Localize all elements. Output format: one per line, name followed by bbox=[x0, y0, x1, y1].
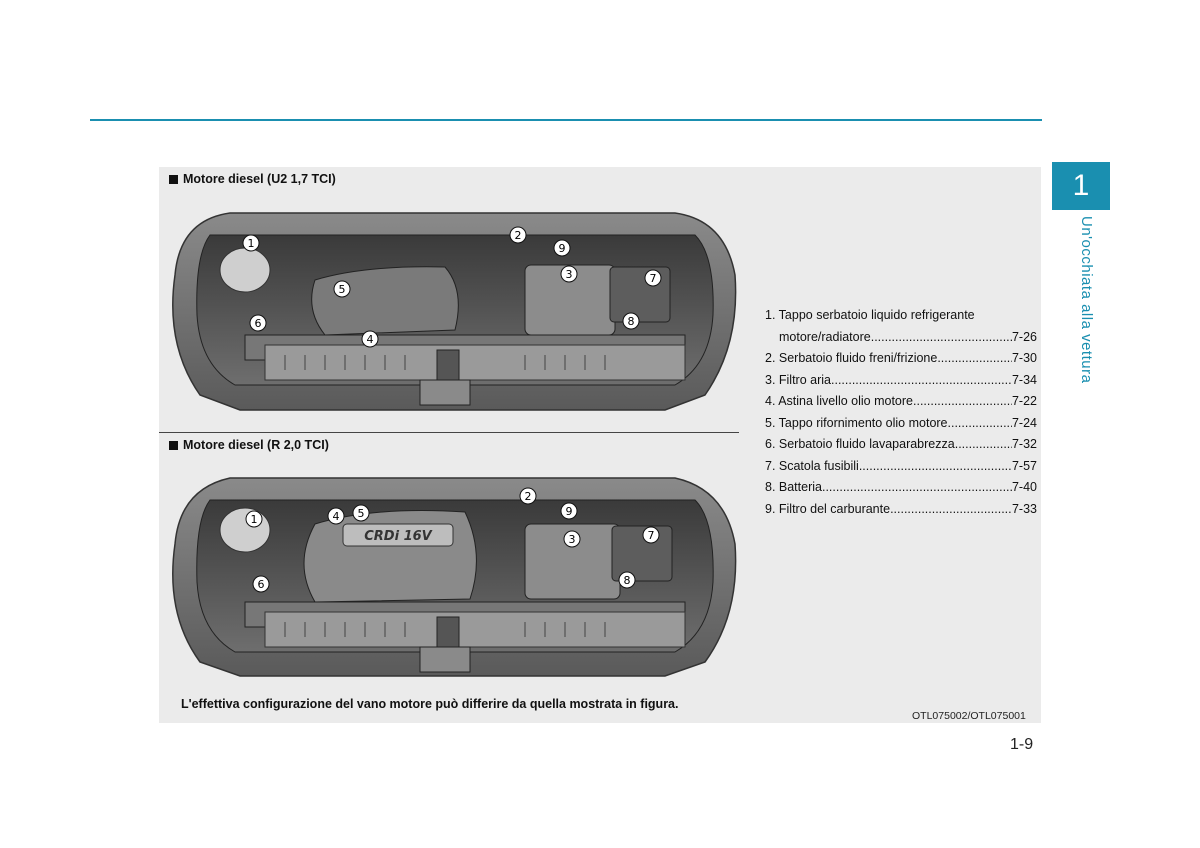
marker-r-6 bbox=[253, 576, 269, 592]
marker-r-2 bbox=[520, 488, 536, 504]
legend-item: 3. Filtro aria ..... 7-34 bbox=[765, 370, 1037, 392]
legend-item: 2. Serbatoio fluido freni/frizione ..... 7-30 bbox=[765, 348, 1037, 370]
caption-u2-text: Motore diesel (U2 1,7 TCI) bbox=[183, 172, 336, 186]
marker-u2-6 bbox=[250, 315, 266, 331]
marker-u2-8 bbox=[623, 313, 639, 329]
legend-item: 5. Tappo rifornimento olio motore ..... 7-24 bbox=[765, 413, 1037, 435]
marker-r-7 bbox=[643, 527, 659, 543]
svg-text:7: 7 bbox=[649, 272, 657, 285]
svg-text:7: 7 bbox=[647, 529, 655, 542]
legend-item: 9. Filtro del carburante ..... 7-33 bbox=[765, 499, 1037, 521]
component-legend bbox=[765, 305, 1037, 520]
legend-item-1-cont: motore/radiatore ..... 7-26 bbox=[765, 327, 1037, 349]
caption-r-engine bbox=[169, 438, 329, 452]
svg-text:3: 3 bbox=[565, 268, 573, 281]
svg-text:9: 9 bbox=[565, 505, 573, 518]
engine-badge: CRDi 16V bbox=[364, 529, 432, 544]
marker-u2-1 bbox=[243, 235, 259, 251]
svg-text:1: 1 bbox=[247, 237, 255, 250]
marker-u2-3 bbox=[561, 266, 577, 282]
legend-item: 4. Astina livello olio motore ..... 7-22 bbox=[765, 391, 1037, 413]
legend-item: 6. Serbatoio fluido lavaparabrezza ..... 7-32 bbox=[765, 434, 1037, 456]
caption-r-text: Motore diesel (R 2,0 TCI) bbox=[183, 438, 329, 452]
legend-item-1: 1. Tappo serbatoio liquido refrigerante bbox=[765, 308, 975, 322]
marker-r-1 bbox=[246, 511, 262, 527]
svg-text:8: 8 bbox=[623, 574, 631, 587]
page-number: 1-9 bbox=[1010, 736, 1034, 753]
marker-r-5 bbox=[353, 505, 369, 521]
marker-u2-7 bbox=[645, 270, 661, 286]
svg-text:4: 4 bbox=[366, 333, 374, 346]
engine-illustration-u2 bbox=[165, 195, 740, 425]
marker-r-3 bbox=[564, 531, 580, 547]
marker-u2-4 bbox=[362, 331, 378, 347]
marker-u2-5 bbox=[334, 281, 350, 297]
figure-code: OTL075002/OTL075001 bbox=[912, 710, 1026, 722]
svg-text:3: 3 bbox=[568, 533, 576, 546]
legend-item: 8. Batteria ..... 7-40 bbox=[765, 477, 1037, 499]
svg-text:2: 2 bbox=[514, 229, 522, 242]
svg-text:6: 6 bbox=[254, 317, 262, 330]
svg-text:5: 5 bbox=[338, 283, 346, 296]
marker-r-9 bbox=[561, 503, 577, 519]
legend-item: 7. Scatola fusibili ..... 7-57 bbox=[765, 456, 1037, 478]
top-rule bbox=[90, 119, 1042, 121]
figure-divider bbox=[159, 432, 739, 433]
marker-r-4 bbox=[328, 508, 344, 524]
marker-u2-2 bbox=[510, 227, 526, 243]
svg-text:8: 8 bbox=[627, 315, 635, 328]
chapter-title: Un'occhiata alla vettura bbox=[1078, 216, 1095, 384]
marker-r-8 bbox=[619, 572, 635, 588]
marker-u2-9 bbox=[554, 240, 570, 256]
caption-u2-engine bbox=[169, 172, 336, 186]
engine-illustration-r bbox=[165, 464, 740, 692]
bullet-square-icon bbox=[169, 175, 178, 184]
svg-text:9: 9 bbox=[558, 242, 566, 255]
svg-text:6: 6 bbox=[257, 578, 265, 591]
svg-text:1: 1 bbox=[250, 513, 258, 526]
svg-text:2: 2 bbox=[524, 490, 532, 503]
chapter-number-tab: 1 bbox=[1052, 162, 1110, 210]
svg-text:4: 4 bbox=[332, 510, 340, 523]
figure-footnote: L'effettiva configurazione del vano motore può differire da quella mostrata in figura. bbox=[181, 697, 679, 711]
bullet-square-icon bbox=[169, 441, 178, 450]
svg-text:5: 5 bbox=[357, 507, 365, 520]
